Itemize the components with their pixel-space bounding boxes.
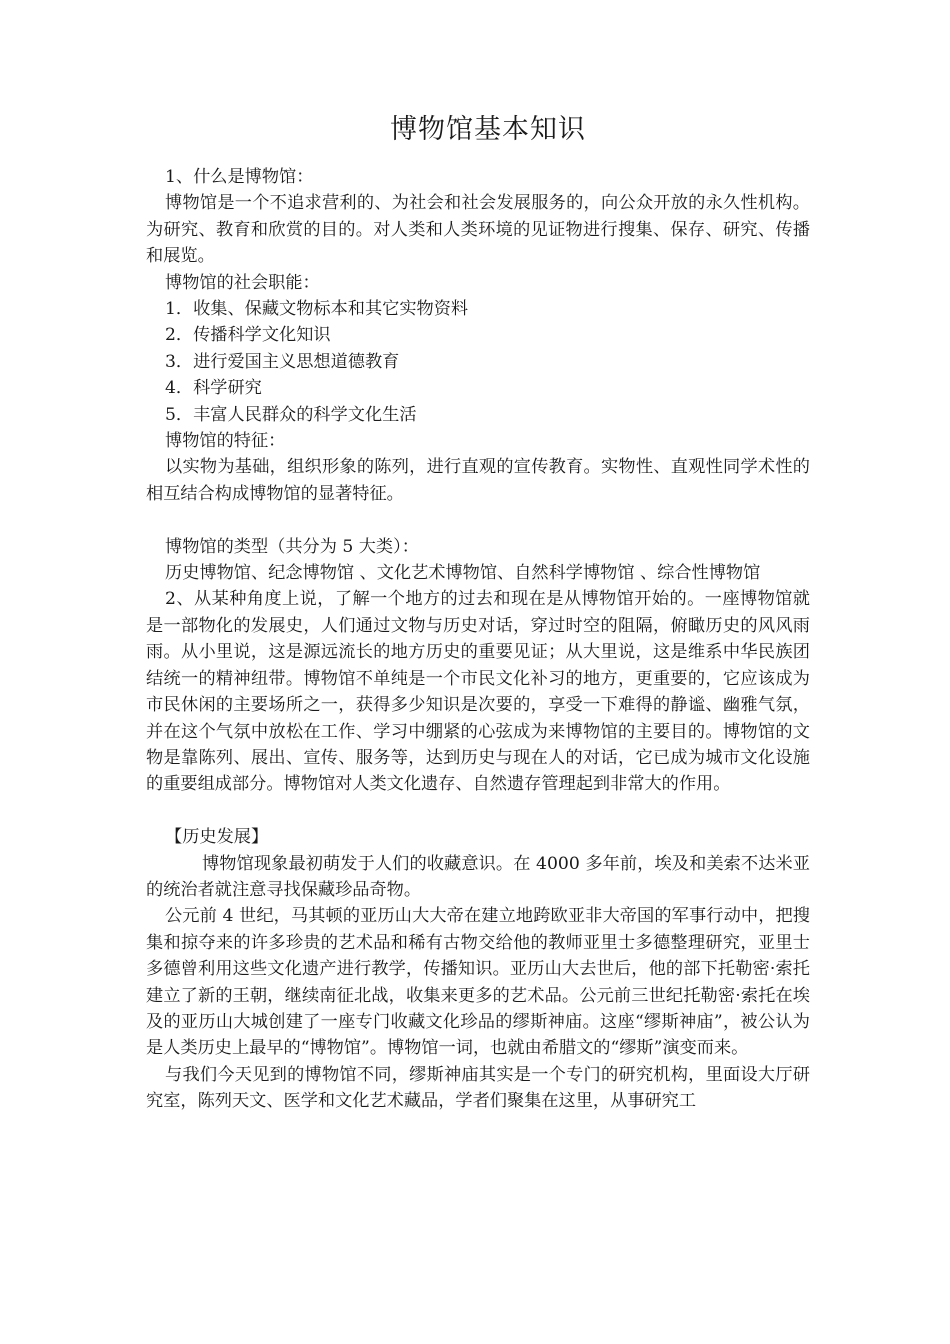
spacer	[146, 507, 810, 533]
function-item: 3．进行爱国主义思想道德教育	[165, 351, 400, 372]
history-paragraph-2: 公元前 4 世纪，马其顿的亚历山大大帝在建立地跨欧亚非大帝国的军事行动中，把搜集和掠夺来的许多珍贵的艺术品和稀有古物交给他的教师亚里士多德整理研究，亚里士多德曾利用这些文化遗产进行教学，传播知识。亚历山大去世后，他的部下托勒密·索托建立了新的王朝，继续南征北战，收集来更多的艺术品。公元前三世纪托勒密·索托在埃及的亚历山大城创建了一座专门收藏文化珍品的缪斯神庙。这座“缪斯神庙”，被公认为是人类历史上最早的“博物馆”。博物馆一词，也就由希腊文的“缪斯”演变而来。	[146, 906, 810, 1059]
features-heading: 博物馆的特征：	[165, 431, 286, 452]
spacer	[146, 798, 810, 824]
types-paragraph: 历史博物馆、纪念博物馆 、文化艺术博物馆、自然科学博物馆 、综合性博物馆	[165, 563, 761, 584]
section1-heading: 1、什么是博物馆：	[165, 167, 314, 187]
function-item: 2．传播科学文化知识	[165, 325, 331, 346]
definition-paragraph: 博物馆是一个不追求营利的、为社会和社会发展服务的，向公众开放的永久性机构。为研究、教育和欣赏的目的。对人类和人类环境的见证物进行搜集、保存、研究、传播和展览。	[146, 193, 810, 267]
types-heading: 博物馆的类型（共分为 5 大类）：	[165, 536, 419, 557]
document-body	[146, 164, 810, 1115]
document-title: 博物馆基本知识	[390, 114, 586, 145]
history-paragraph-3: 与我们今天见到的博物馆不同，缪斯神庙其实是一个专门的研究机构，里面设大厅研究室，陈列天文、医学和文化艺术藏品，学者们聚集在这里，从事研究工	[146, 1064, 810, 1112]
history-heading: 【历史发展】	[165, 827, 269, 848]
function-item: 1．收集、保藏文物标本和其它实物资料	[165, 299, 469, 320]
features-paragraph: 以实物为基础，组织形象的陈列，进行直观的宣传教育。实物性、直观性同学术性的相互结合构成博物馆的显著特征。	[146, 457, 810, 504]
function-item: 4．科学研究	[165, 378, 262, 399]
functions-heading: 博物馆的社会职能：	[165, 272, 320, 293]
function-item: 5．丰富人民群众的科学文化生活	[165, 404, 417, 425]
section2-paragraph: 2、从某种角度上说，了解一个地方的过去和现在是从博物馆开始的。一座博物馆就是一部物化的发展史，人们通过文物与历史对话，穿过时空的阻隔，俯瞰历史的风风雨雨。从小里说，这是源远流长的地方历史的重要见证；从大里说，这是维系中华民族团结统一的精神纽带。博物馆不单纯是一个市民文化补习的地方，更重要的，它应该成为市民休闲的主要场所之一，获得多少知识是次要的，享受一下难得的静谧、幽雅气氛，并在这个气氛中放松在工作、学习中绷紧的心弦成为来博物馆的主要目的。博物馆的文物是靠陈列、展出、宣传、服务等，达到历史与现在人的对话，它已成为城市文化设施的重要组成部分。博物馆对人类文化遗存、自然遗存管理起到非常大的作用。	[146, 589, 810, 795]
history-paragraph-1: 博物馆现象最初萌发于人们的收藏意识。在 4000 多年前，埃及和美索不达米亚的统治者就注意寻找保藏珍品奇物。	[146, 853, 810, 900]
